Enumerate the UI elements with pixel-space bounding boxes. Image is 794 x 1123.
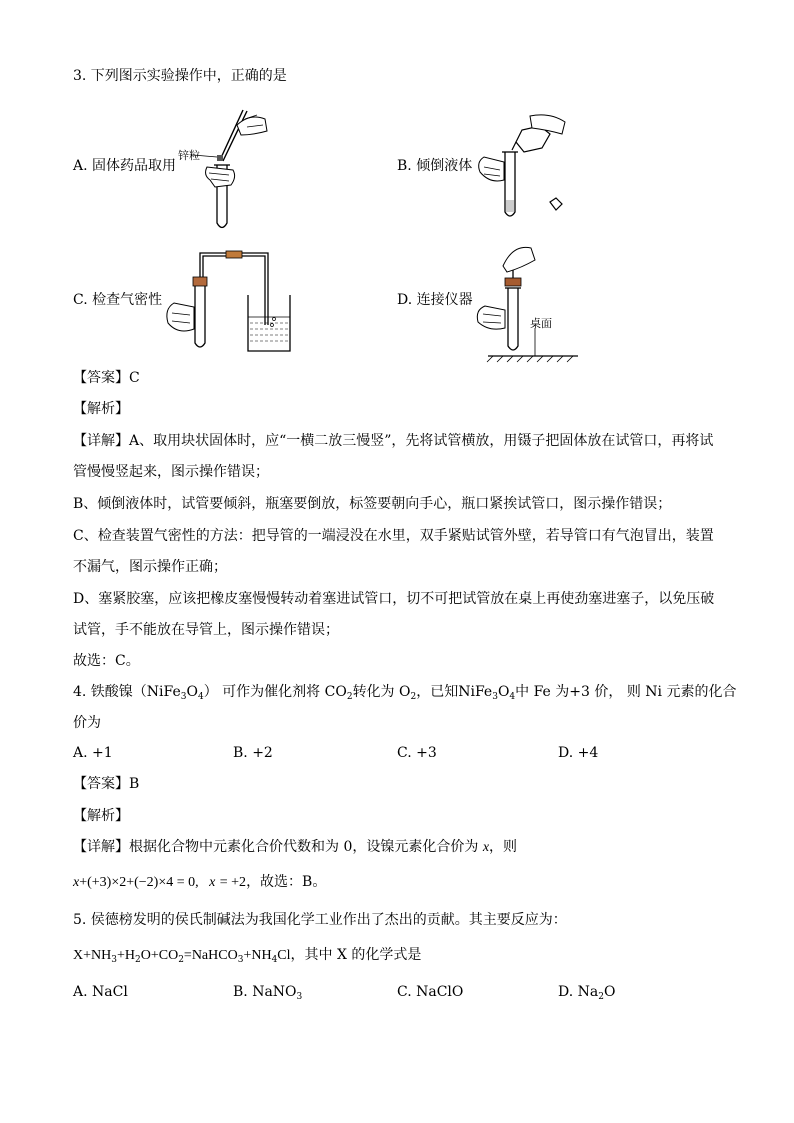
- q4-detail: 【详解】根据化合物中元素化合价代数和为 0，设镍元素化合价为 x，则: [73, 839, 518, 855]
- q3-detail-line-5: 不漏气，图示操作正确；: [73, 559, 227, 575]
- q5-equation: $X+NH_3+H_2O+CO_2=NaHCO_3+NH_4Cl$，其中 X 的化学式是: [73, 947, 422, 965]
- q4-answer: 【答案】B: [73, 776, 140, 792]
- q4-option-c: C. +3: [397, 745, 437, 761]
- q3-option-b: B. 倾倒液体: [397, 158, 473, 174]
- q3-stem: 3. 下列图示实验操作中，正确的是: [73, 68, 287, 84]
- q3-detail-line-3: B、倾倒液体时，试管要倾斜，瓶塞要倒放，标签要朝向手心，瓶口紧挨试管口，图示操作错误；: [73, 496, 672, 512]
- q5-option-a: A. NaCl: [73, 984, 128, 1000]
- q3-option-a: A. 固体药品取用: [73, 158, 177, 174]
- q5-option-b: B. NaNO$_3$: [233, 984, 303, 1002]
- q5-stem: 5. 侯德榜发明的侯氏制碱法为我国化学工业作出了杰出的贡献。其主要反应为：: [73, 912, 567, 928]
- q3-option-c: C. 检查气密性: [73, 292, 163, 308]
- desk-label: 桌面: [530, 317, 552, 330]
- q5-option-c: C. NaClO: [397, 984, 464, 1000]
- q3-detail-line-1: 【详解】A、取用块状固体时，应“一横二放三慢竖”，先将试管横放，用镊子把固体放在试管口，再将试: [73, 433, 714, 449]
- q4-stem: 4. 铁酸镍$(NiFe_3O_4)$ 可作为催化剂将 $CO_2$转化为 $O_2$，已知$NiFe_3O_4$中 Fe 为+3 价， 则 Ni 元素的化合: [73, 684, 737, 702]
- q4-analysis-heading: 【解析】: [73, 808, 129, 824]
- q5-option-d: D. $Na_2O$: [558, 984, 616, 1002]
- q4-equation: x+(+3)×2+(−2)×4 = 0, x = +2，故选：B。: [73, 874, 327, 890]
- q4-option-b: B. +2: [233, 745, 273, 761]
- q4-option-d: D. +4: [558, 745, 599, 761]
- q3-detail-line-8: 故选：C。: [73, 653, 140, 669]
- figure-b-pouring-liquid: [470, 112, 570, 222]
- q3-detail-line-6: D、塞紧胶塞，应该把橡皮塞慢慢转动着塞进试管口，切不可把试管放在桌上再使劲塞进塞子，以免压破: [73, 591, 715, 607]
- figure-d-connecting-apparatus: [473, 238, 583, 363]
- q3-answer: 【答案】C: [73, 370, 140, 386]
- figure-a-solid-reagent: [195, 105, 295, 235]
- q3-detail-line-7: 试管，手不能放在导管上，图示操作错误；: [73, 622, 339, 638]
- q3-option-d: D. 连接仪器: [397, 292, 473, 308]
- q4-stem-line-2: 价为: [73, 715, 101, 731]
- q3-detail-line-2: 管慢慢竖起来，图示操作错误；: [73, 464, 269, 480]
- q3-analysis-heading: 【解析】: [73, 401, 129, 417]
- zinc-label: 锌粒: [178, 149, 200, 162]
- figure-c-air-tightness: [160, 245, 290, 360]
- q4-option-a: A. +1: [73, 745, 113, 761]
- q3-detail-line-4: C、检查装置气密性的方法：把导管的一端浸没在水里，双手紧贴试管外壁，若导管口有气泡冒出，装置: [73, 528, 714, 544]
